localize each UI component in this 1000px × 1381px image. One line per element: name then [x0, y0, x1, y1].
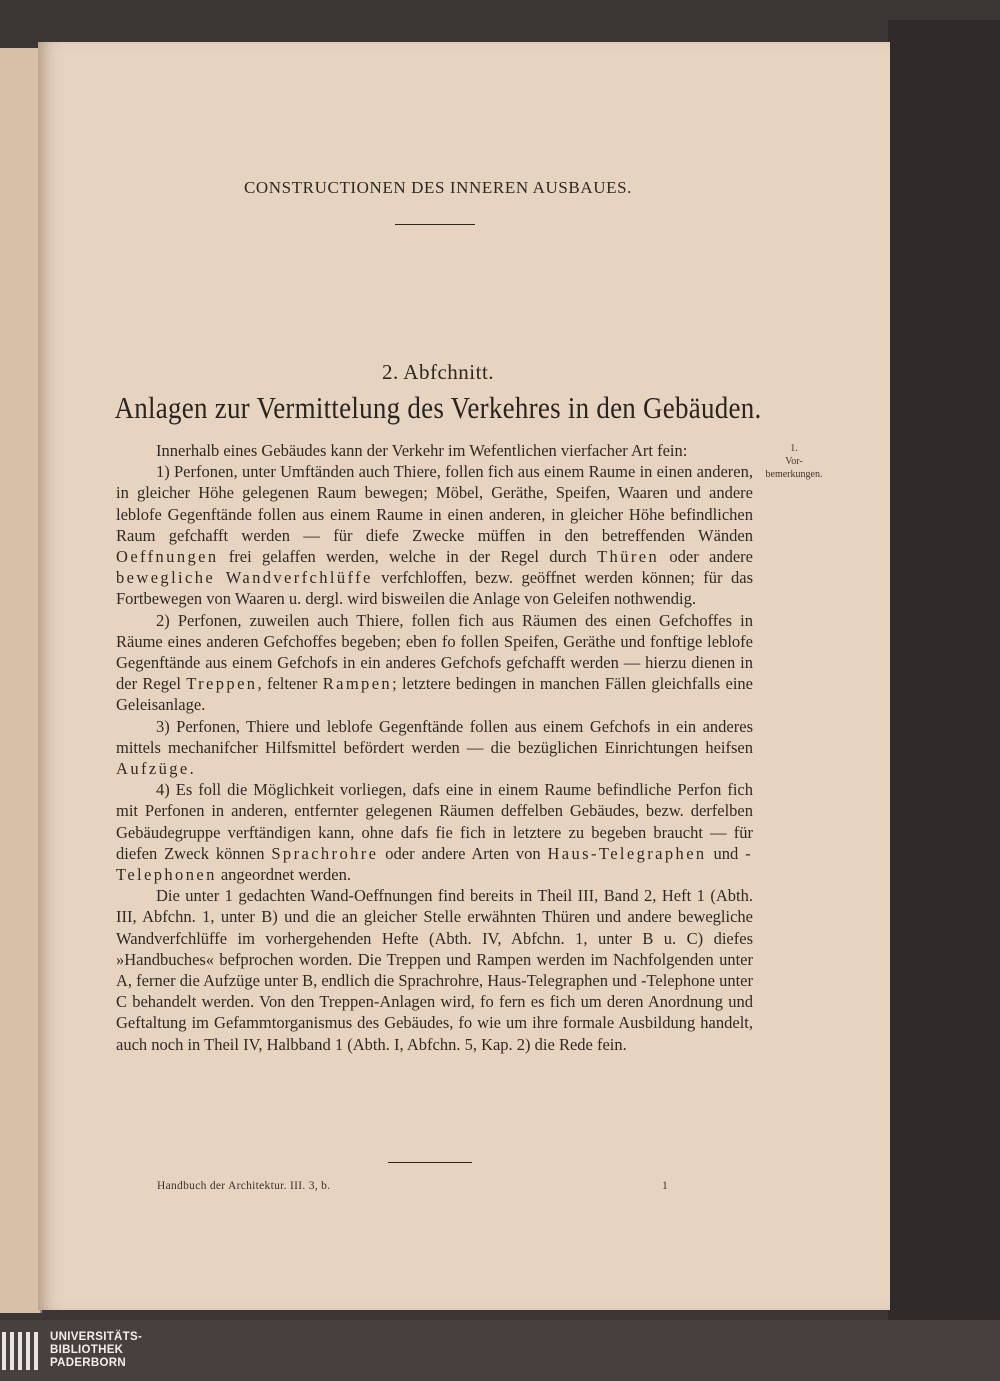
term-aufzuege: Aufzüge — [116, 759, 190, 779]
section-title: Anlagen zur Vermittelung des Verkehres in den Gebäuden. — [114, 390, 762, 425]
paragraph-3-text: . — [189, 759, 194, 779]
term-haus-telegraphen: Haus-Telegraphen — [547, 843, 707, 863]
marginal-note-line2: bemerkungen. — [765, 469, 823, 480]
term-telephonen: -Telephonen — [116, 843, 753, 885]
facing-page-edge — [0, 48, 42, 1313]
section-number: 2. Abfchnitt. — [381, 360, 495, 384]
term-rampen: Rampen — [322, 674, 393, 694]
term-wandverschluesse: bewegliche Wandverfchlüffe — [116, 568, 373, 588]
paragraph-2-text: ; letztere bedingen in manchen Fällen gleichfalls eine Geleisanlage. — [116, 674, 753, 715]
paragraph-1-text: 1) Perfonen, unter Umftänden auch Thiere, follen fich aus einem Raume in einen anderen, in gleicher Höhe gelegenen Raum bewegen; Möbel, Geräthe, Speifen, Waaren und andere leblofe Gegenftände follen aus einem Raume in einen anderen, in gleicher Höhe befindlichen Raum gefchafft werden — für diefe Zwecke müffen in den betreffenden Wänden — [116, 462, 753, 545]
paragraph-1-text: frei gelaffen werden, welche in der Regel durch — [218, 547, 598, 567]
marginal-note-line1: Vor- — [785, 456, 803, 467]
term-treppen: Treppen — [186, 674, 258, 694]
paragraph-4-text: angeordnet werden. — [216, 865, 351, 885]
library-logo-icon — [2, 1332, 46, 1370]
paragraph-1-text: oder andere — [659, 547, 753, 567]
paragraph-1-text: verfchloffen, bezw. geöffnet werden können; für das Fortbewegen von Waaren u. dergl. wird bisweilen die Anlage von Geleifen nothwendig. — [116, 568, 753, 609]
paragraph-2-text: 2) Perfonen, zuweilen auch Thiere, follen fich aus Räumen des einen Gefchoffes in Räume eines anderen Gefchoffes begeben; eben fo follen Speifen, Geräthe und fonftige leblofe Gegenftände aus einem Gefchofs in ein anderes Gefchofs gefchafft werden — hierzu dienen in der Regel — [116, 610, 753, 694]
footer-rule — [388, 1162, 472, 1163]
library-logo-line3: PADERBORN — [50, 1357, 126, 1369]
body-text — [116, 440, 753, 1055]
term-sprachrohre: Sprachrohre — [271, 843, 379, 863]
library-footer-bar — [0, 1320, 1000, 1381]
library-logo-text — [50, 1331, 142, 1370]
paragraph-4-text: und — [706, 843, 746, 863]
paragraph-1 — [116, 461, 753, 609]
book-cover-edge — [888, 20, 1000, 1320]
marginal-note — [758, 442, 830, 481]
paragraph-2 — [116, 610, 753, 716]
paragraph-4 — [116, 779, 753, 885]
marginal-note-number: 1. — [790, 443, 798, 454]
library-logo-line2: BIBLIOTHEK — [50, 1344, 124, 1356]
term-oeffnungen: Oeffnungen — [116, 547, 219, 567]
paragraph-2-text: , feltener — [257, 674, 323, 694]
paragraph-3-text: 3) Perfonen, Thiere und leblofe Gegenftände follen aus einem Gefchofs in ein anderes mittels mechanifcher Hilfsmittel befördert werden — die bezüglichen Einrichtungen heifsen — [116, 716, 753, 757]
title-rule — [395, 224, 475, 225]
paragraph-4-text: oder andere Arten von — [378, 843, 548, 863]
paragraph-3 — [116, 716, 753, 780]
paragraph-4-text: 4) Es foll die Möglichkeit vorliegen, dafs eine in einem Raume befindliche Perfon fich mit Perfonen in anderen, entfernter gelegenen Räumen deffelben Gebäudes, bezw. derfelben Gebäudegruppe verftändigen kann, ohne dafs fie fich in letztere zu begeben braucht — für diefen Zweck können — [116, 780, 753, 863]
footer-signature: Handbuch der Architektur. III. 3, b. — [157, 1180, 331, 1192]
library-logo-line1: UNIVERSITÄTS- — [50, 1331, 143, 1343]
footer-sheet-number: 1 — [662, 1180, 669, 1192]
term-thueren: Thüren — [597, 547, 660, 567]
running-title: CONSTRUCTIONEN DES INNEREN AUSBAUES. — [243, 178, 633, 197]
paragraph-intro: Innerhalb eines Gebäudes kann der Verkehr im Wefentlichen vierfacher Art fein: — [156, 441, 688, 460]
paragraph-5: Die unter 1 gedachten Wand-Oeffnungen find bereits in Theil III, Band 2, Heft 1 (Abth. III, Abfchn. 1, unter B) und die an gleicher Stelle erwähnten Thüren und andere bewegliche Wandverfchlüffe im vorhergehenden Hefte (Abth. IV, Abfchn. 1, unter B u. C) diefes »Handbuches« befprochen worden. Die Treppen und Rampen werden im Nachfolgenden unter A, ferner die Aufzüge unter B, endlich die Sprachrohre, Haus-Telegraphen und -Telephone unter C behandelt werden. Von den Treppen-Anlagen wird, fo fern es fich um deren Anordnung und Geftaltung im Gefammtorganismus des Gebäudes, fo wie um ihre formale Ausbildung handelt, auch noch in Theil IV, Halbband 1 (Abth. I, Abfchn. 5, Kap. 2) die Rede fein. — [116, 886, 753, 1054]
